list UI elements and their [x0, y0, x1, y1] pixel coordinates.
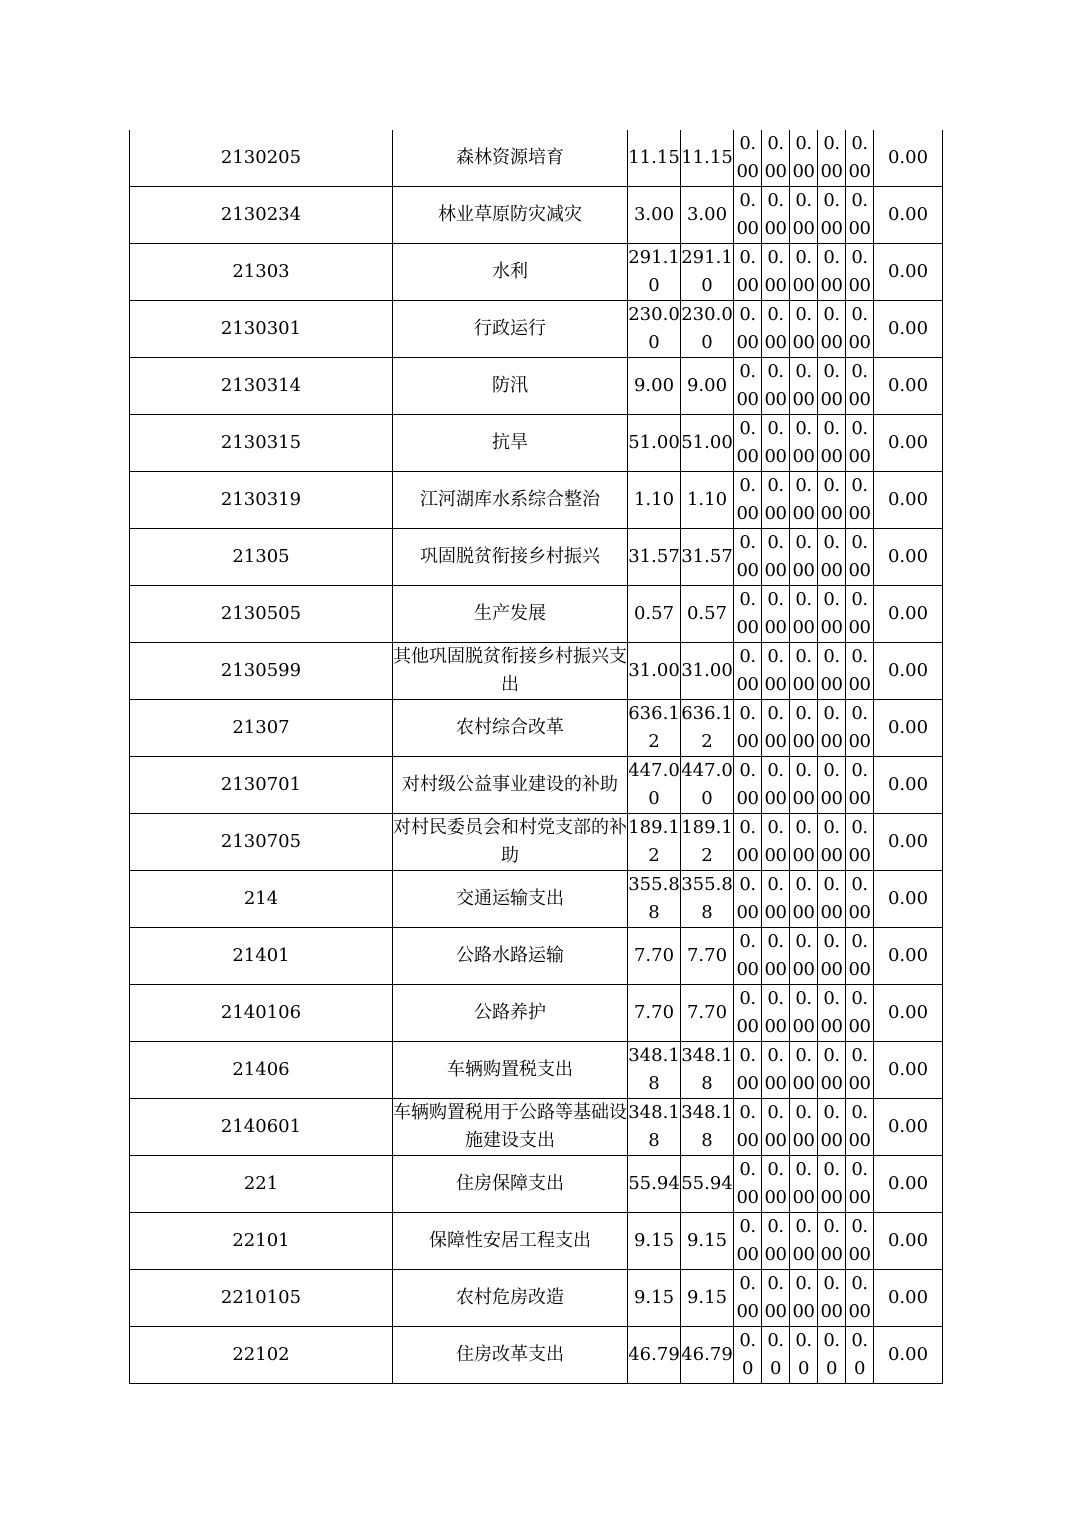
zero-amount-cell: 0.00 [762, 415, 790, 472]
zero-amount-cell: 0.00 [762, 985, 790, 1042]
zero-amount-cell: 0.00 [790, 1270, 818, 1327]
function-code-cell: 21406 [130, 1042, 393, 1099]
table-row [130, 643, 943, 700]
total-amount-cell: 7.70 [628, 985, 681, 1042]
zero-amount-cell: 0.00 [762, 301, 790, 358]
zero-amount-cell: 0.00 [846, 358, 874, 415]
function-name-cell: 其他巩固脱贫衔接乡村振兴支出 [393, 643, 628, 700]
last-amount-cell: 0.00 [874, 1270, 943, 1327]
function-code-cell: 2130301 [130, 301, 393, 358]
total-amount-cell: 7.70 [628, 928, 681, 985]
function-name-cell: 住房保障支出 [393, 1156, 628, 1213]
zero-amount-cell: 0.00 [846, 187, 874, 244]
basic-amount-cell: 348.18 [681, 1099, 734, 1156]
last-amount-cell: 0.00 [874, 301, 943, 358]
table-row [130, 928, 943, 985]
zero-amount-cell: 0.00 [734, 757, 762, 814]
basic-amount-cell: 0.57 [681, 586, 734, 643]
zero-amount-cell: 0.00 [846, 1213, 874, 1270]
zero-amount-cell: 0.00 [846, 643, 874, 700]
table-row [130, 130, 943, 187]
zero-amount-cell: 0.00 [818, 244, 846, 301]
function-code-cell: 21307 [130, 700, 393, 757]
basic-amount-cell: 11.15 [681, 130, 734, 187]
zero-amount-cell: 0.00 [762, 757, 790, 814]
function-code-cell: 2130319 [130, 472, 393, 529]
last-amount-cell: 0.00 [874, 1327, 943, 1384]
zero-amount-cell: 0.00 [846, 472, 874, 529]
table-row [130, 586, 943, 643]
basic-amount-cell: 230.00 [681, 301, 734, 358]
zero-amount-cell: 0.00 [762, 1156, 790, 1213]
last-amount-cell: 0.00 [874, 700, 943, 757]
zero-amount-cell: 0.00 [818, 586, 846, 643]
function-code-cell: 2210105 [130, 1270, 393, 1327]
zero-amount-cell: 0.00 [762, 814, 790, 871]
zero-amount-cell: 0.00 [734, 814, 762, 871]
function-code-cell: 2130701 [130, 757, 393, 814]
function-code-cell: 21305 [130, 529, 393, 586]
basic-amount-cell: 1.10 [681, 472, 734, 529]
zero-amount-cell: 0.00 [762, 187, 790, 244]
last-amount-cell: 0.00 [874, 529, 943, 586]
zero-amount-cell: 0.00 [790, 643, 818, 700]
last-amount-cell: 0.00 [874, 1042, 943, 1099]
function-name-cell: 抗旱 [393, 415, 628, 472]
total-amount-cell: 0.57 [628, 586, 681, 643]
zero-amount-cell: 0.00 [818, 472, 846, 529]
function-name-cell: 防汛 [393, 358, 628, 415]
basic-amount-cell: 355.88 [681, 871, 734, 928]
function-code-cell: 214 [130, 871, 393, 928]
zero-amount-cell: 0.00 [818, 985, 846, 1042]
zero-amount-cell: 0.00 [790, 928, 818, 985]
last-amount-cell: 0.00 [874, 472, 943, 529]
zero-amount-cell: 0.00 [790, 1042, 818, 1099]
zero-amount-cell: 0.00 [734, 1042, 762, 1099]
table-row [130, 358, 943, 415]
zero-amount-cell: 0.00 [790, 1099, 818, 1156]
function-name-cell: 农村危房改造 [393, 1270, 628, 1327]
zero-amount-cell: 0.00 [790, 1213, 818, 1270]
zero-amount-cell: 0.00 [846, 700, 874, 757]
table-row [130, 244, 943, 301]
zero-amount-cell: 0.00 [790, 187, 818, 244]
total-amount-cell: 1.10 [628, 472, 681, 529]
function-name-cell: 住房改革支出 [393, 1327, 628, 1384]
last-amount-cell: 0.00 [874, 1156, 943, 1213]
last-amount-cell: 0.00 [874, 757, 943, 814]
zero-amount-cell: 0.0 [790, 1327, 818, 1384]
function-name-cell: 江河湖库水系综合整治 [393, 472, 628, 529]
zero-amount-cell: 0.00 [734, 415, 762, 472]
last-amount-cell: 0.00 [874, 1213, 943, 1270]
total-amount-cell: 447.00 [628, 757, 681, 814]
total-amount-cell: 3.00 [628, 187, 681, 244]
zero-amount-cell: 0.00 [762, 130, 790, 187]
table-row [130, 187, 943, 244]
total-amount-cell: 46.79 [628, 1327, 681, 1384]
zero-amount-cell: 0.00 [790, 472, 818, 529]
zero-amount-cell: 0.00 [734, 472, 762, 529]
zero-amount-cell: 0.00 [818, 1213, 846, 1270]
last-amount-cell: 0.00 [874, 415, 943, 472]
zero-amount-cell: 0.00 [762, 643, 790, 700]
function-code-cell: 2130205 [130, 130, 393, 187]
function-name-cell: 农村综合改革 [393, 700, 628, 757]
function-name-cell: 森林资源培育 [393, 130, 628, 187]
basic-amount-cell: 55.94 [681, 1156, 734, 1213]
zero-amount-cell: 0.00 [818, 130, 846, 187]
basic-amount-cell: 189.12 [681, 814, 734, 871]
basic-amount-cell: 291.10 [681, 244, 734, 301]
zero-amount-cell: 0.00 [734, 586, 762, 643]
function-name-cell: 行政运行 [393, 301, 628, 358]
zero-amount-cell: 0.00 [734, 928, 762, 985]
zero-amount-cell: 0.00 [818, 1099, 846, 1156]
basic-amount-cell: 7.70 [681, 928, 734, 985]
zero-amount-cell: 0.00 [846, 130, 874, 187]
last-amount-cell: 0.00 [874, 928, 943, 985]
table-row [130, 1099, 943, 1156]
zero-amount-cell: 0.00 [762, 871, 790, 928]
zero-amount-cell: 0.00 [734, 643, 762, 700]
zero-amount-cell: 0.00 [818, 814, 846, 871]
zero-amount-cell: 0.00 [846, 985, 874, 1042]
zero-amount-cell: 0.00 [818, 928, 846, 985]
zero-amount-cell: 0.00 [818, 757, 846, 814]
zero-amount-cell: 0.00 [818, 415, 846, 472]
function-code-cell: 2130234 [130, 187, 393, 244]
zero-amount-cell: 0.00 [734, 871, 762, 928]
table-row [130, 1213, 943, 1270]
table-row [130, 1156, 943, 1213]
function-code-cell: 21303 [130, 244, 393, 301]
function-code-cell: 22101 [130, 1213, 393, 1270]
zero-amount-cell: 0.00 [846, 1042, 874, 1099]
total-amount-cell: 9.00 [628, 358, 681, 415]
zero-amount-cell: 0.00 [734, 244, 762, 301]
function-code-cell: 2130705 [130, 814, 393, 871]
zero-amount-cell: 0.00 [762, 1213, 790, 1270]
zero-amount-cell: 0.00 [734, 1156, 762, 1213]
basic-amount-cell: 348.18 [681, 1042, 734, 1099]
function-code-cell: 221 [130, 1156, 393, 1213]
zero-amount-cell: 0.00 [734, 985, 762, 1042]
zero-amount-cell: 0.00 [818, 529, 846, 586]
zero-amount-cell: 0.00 [846, 244, 874, 301]
zero-amount-cell: 0.00 [818, 1156, 846, 1213]
function-name-cell: 对村民委员会和村党支部的补助 [393, 814, 628, 871]
zero-amount-cell: 0.00 [846, 928, 874, 985]
zero-amount-cell: 0.00 [734, 1270, 762, 1327]
function-name-cell: 公路水路运输 [393, 928, 628, 985]
function-name-cell: 公路养护 [393, 985, 628, 1042]
zero-amount-cell: 0.00 [818, 871, 846, 928]
table-row [130, 1042, 943, 1099]
function-name-cell: 车辆购置税支出 [393, 1042, 628, 1099]
total-amount-cell: 636.12 [628, 700, 681, 757]
table-row [130, 301, 943, 358]
zero-amount-cell: 0.00 [790, 529, 818, 586]
zero-amount-cell: 0.0 [818, 1327, 846, 1384]
function-name-cell: 林业草原防灾减灾 [393, 187, 628, 244]
total-amount-cell: 230.00 [628, 301, 681, 358]
zero-amount-cell: 0.00 [818, 301, 846, 358]
zero-amount-cell: 0.00 [818, 643, 846, 700]
zero-amount-cell: 0.00 [790, 985, 818, 1042]
zero-amount-cell: 0.00 [846, 529, 874, 586]
basic-amount-cell: 636.12 [681, 700, 734, 757]
last-amount-cell: 0.00 [874, 187, 943, 244]
function-name-cell: 交通运输支出 [393, 871, 628, 928]
zero-amount-cell: 0.00 [734, 187, 762, 244]
zero-amount-cell: 0.00 [762, 1270, 790, 1327]
zero-amount-cell: 0.00 [818, 187, 846, 244]
total-amount-cell: 31.00 [628, 643, 681, 700]
zero-amount-cell: 0.0 [762, 1327, 790, 1384]
total-amount-cell: 348.18 [628, 1042, 681, 1099]
total-amount-cell: 11.15 [628, 130, 681, 187]
zero-amount-cell: 0.00 [734, 700, 762, 757]
total-amount-cell: 55.94 [628, 1156, 681, 1213]
zero-amount-cell: 0.00 [846, 871, 874, 928]
zero-amount-cell: 0.00 [734, 301, 762, 358]
table-row [130, 1327, 943, 1384]
zero-amount-cell: 0.00 [734, 358, 762, 415]
last-amount-cell: 0.00 [874, 985, 943, 1042]
last-amount-cell: 0.00 [874, 871, 943, 928]
zero-amount-cell: 0.00 [762, 529, 790, 586]
zero-amount-cell: 0.00 [762, 472, 790, 529]
basic-amount-cell: 9.15 [681, 1213, 734, 1270]
zero-amount-cell: 0.00 [818, 700, 846, 757]
zero-amount-cell: 0.00 [790, 1156, 818, 1213]
function-code-cell: 2130314 [130, 358, 393, 415]
zero-amount-cell: 0.00 [762, 700, 790, 757]
table-row [130, 700, 943, 757]
basic-amount-cell: 3.00 [681, 187, 734, 244]
function-code-cell: 21401 [130, 928, 393, 985]
zero-amount-cell: 0.00 [790, 130, 818, 187]
zero-amount-cell: 0.00 [734, 1213, 762, 1270]
function-code-cell: 2130599 [130, 643, 393, 700]
zero-amount-cell: 0.00 [790, 358, 818, 415]
zero-amount-cell: 0.00 [846, 415, 874, 472]
table-row [130, 529, 943, 586]
total-amount-cell: 9.15 [628, 1270, 681, 1327]
zero-amount-cell: 0.00 [762, 928, 790, 985]
basic-amount-cell: 51.00 [681, 415, 734, 472]
zero-amount-cell: 0.00 [846, 1099, 874, 1156]
function-name-cell: 车辆购置税用于公路等基础设施建设支出 [393, 1099, 628, 1156]
function-name-cell: 生产发展 [393, 586, 628, 643]
zero-amount-cell: 0.00 [790, 415, 818, 472]
basic-amount-cell: 46.79 [681, 1327, 734, 1384]
zero-amount-cell: 0.00 [846, 1270, 874, 1327]
total-amount-cell: 291.10 [628, 244, 681, 301]
basic-amount-cell: 9.15 [681, 1270, 734, 1327]
function-name-cell: 巩固脱贫衔接乡村振兴 [393, 529, 628, 586]
zero-amount-cell: 0.00 [818, 1270, 846, 1327]
zero-amount-cell: 0.00 [846, 814, 874, 871]
zero-amount-cell: 0.00 [818, 358, 846, 415]
budget-table-body [130, 130, 943, 1384]
function-name-cell: 对村级公益事业建设的补助 [393, 757, 628, 814]
last-amount-cell: 0.00 [874, 244, 943, 301]
zero-amount-cell: 0.00 [734, 130, 762, 187]
zero-amount-cell: 0.00 [846, 586, 874, 643]
function-code-cell: 2130315 [130, 415, 393, 472]
last-amount-cell: 0.00 [874, 643, 943, 700]
last-amount-cell: 0.00 [874, 586, 943, 643]
table-row [130, 415, 943, 472]
total-amount-cell: 31.57 [628, 529, 681, 586]
total-amount-cell: 189.12 [628, 814, 681, 871]
zero-amount-cell: 0.00 [846, 757, 874, 814]
zero-amount-cell: 0.00 [790, 700, 818, 757]
zero-amount-cell: 0.00 [762, 1099, 790, 1156]
last-amount-cell: 0.00 [874, 814, 943, 871]
function-code-cell: 2140106 [130, 985, 393, 1042]
zero-amount-cell: 0.00 [762, 586, 790, 643]
table-row [130, 985, 943, 1042]
zero-amount-cell: 0.0 [734, 1327, 762, 1384]
zero-amount-cell: 0.00 [790, 871, 818, 928]
function-name-cell: 水利 [393, 244, 628, 301]
zero-amount-cell: 0.00 [734, 529, 762, 586]
function-code-cell: 22102 [130, 1327, 393, 1384]
total-amount-cell: 355.88 [628, 871, 681, 928]
zero-amount-cell: 0.00 [790, 814, 818, 871]
zero-amount-cell: 0.00 [762, 1042, 790, 1099]
zero-amount-cell: 0.00 [790, 244, 818, 301]
table-row [130, 871, 943, 928]
table-row [130, 757, 943, 814]
zero-amount-cell: 0.00 [846, 1156, 874, 1213]
zero-amount-cell: 0.00 [790, 301, 818, 358]
budget-table [129, 130, 943, 1384]
zero-amount-cell: 0.00 [734, 1099, 762, 1156]
total-amount-cell: 348.18 [628, 1099, 681, 1156]
zero-amount-cell: 0.00 [846, 301, 874, 358]
basic-amount-cell: 447.00 [681, 757, 734, 814]
function-code-cell: 2130505 [130, 586, 393, 643]
table-row [130, 814, 943, 871]
last-amount-cell: 0.00 [874, 358, 943, 415]
basic-amount-cell: 7.70 [681, 985, 734, 1042]
table-row [130, 1270, 943, 1327]
last-amount-cell: 0.00 [874, 1099, 943, 1156]
zero-amount-cell: 0.00 [762, 244, 790, 301]
zero-amount-cell: 0.00 [818, 1042, 846, 1099]
function-name-cell: 保障性安居工程支出 [393, 1213, 628, 1270]
zero-amount-cell: 0.0 [846, 1327, 874, 1384]
basic-amount-cell: 9.00 [681, 358, 734, 415]
last-amount-cell: 0.00 [874, 130, 943, 187]
total-amount-cell: 51.00 [628, 415, 681, 472]
total-amount-cell: 9.15 [628, 1213, 681, 1270]
function-code-cell: 2140601 [130, 1099, 393, 1156]
zero-amount-cell: 0.00 [790, 586, 818, 643]
basic-amount-cell: 31.57 [681, 529, 734, 586]
basic-amount-cell: 31.00 [681, 643, 734, 700]
zero-amount-cell: 0.00 [762, 358, 790, 415]
zero-amount-cell: 0.00 [790, 757, 818, 814]
table-row [130, 472, 943, 529]
